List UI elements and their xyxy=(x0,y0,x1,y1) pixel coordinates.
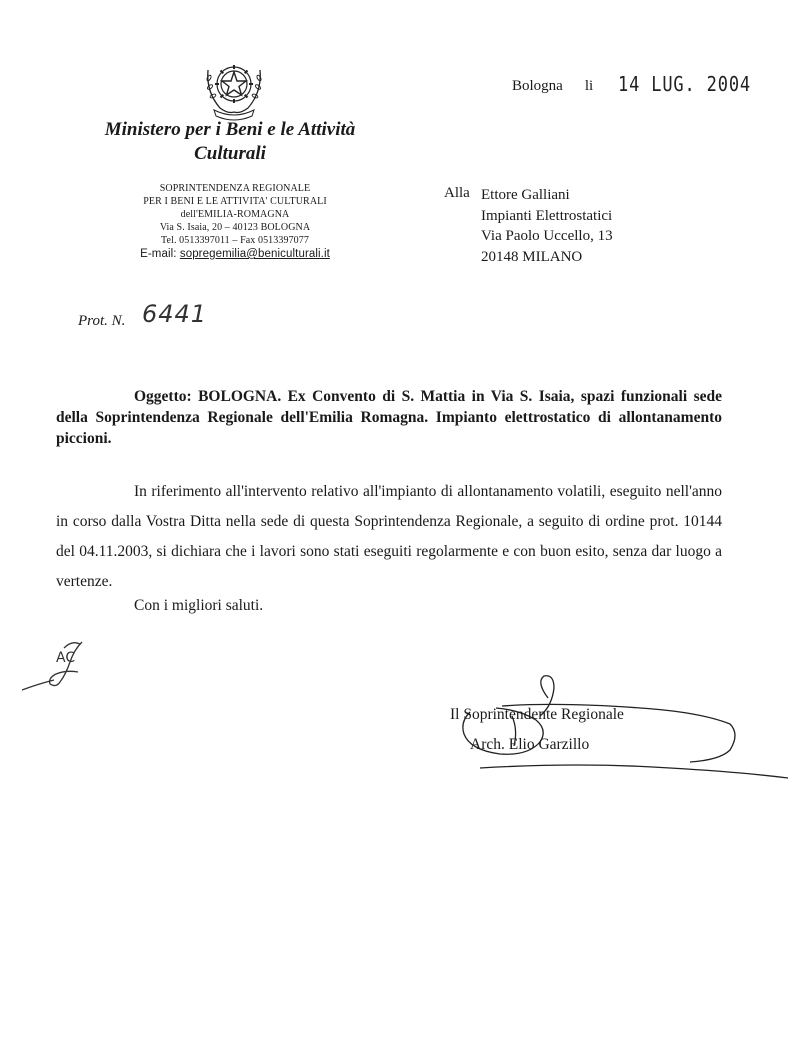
email-label: E-mail: xyxy=(140,248,177,260)
office-address-block xyxy=(105,182,365,261)
dateline-place: Bologna xyxy=(512,78,563,94)
office-line: Tel. 0513397011 – Fax 0513397077 xyxy=(161,235,309,246)
recipient-city: 20148 MILANO xyxy=(481,248,583,265)
ministry-title-line1: Ministero per i Beni e le Attività xyxy=(104,119,356,140)
signatory-role: Il Soprintendente Regionale xyxy=(450,706,624,723)
subject-line xyxy=(56,386,722,449)
office-line: Via S. Isaia, 20 – 40123 BOLOGNA xyxy=(159,222,311,233)
office-line: PER I BENI E LE ATTIVITA' CULTURALI xyxy=(143,196,327,207)
handwritten-initials xyxy=(20,638,100,696)
recipient-street: Via Paolo Uccello, 13 xyxy=(481,228,613,244)
recipient-label: Alla xyxy=(444,185,470,201)
office-line: SOPRINTENDENZA REGIONALE xyxy=(159,183,311,194)
recipient-name: Ettore Galliani xyxy=(481,187,570,203)
protocol-number-handwritten: 6441 xyxy=(142,300,208,328)
subject-text: Oggetto: BOLOGNA. Ex Convento di S. Mattia in Via S. Isaia, spazi funzionali sede della Soprintendenza Regionale dell'Emilia Romagna. Impianto elettrostatico di allontanamento piccioni. xyxy=(56,388,722,447)
handwritten-signature xyxy=(440,672,790,792)
protocol-label: Prot. N. xyxy=(78,313,126,329)
ministry-title-line2: Culturali xyxy=(194,143,266,164)
date-stamp: 14 LUG. 2004 xyxy=(618,72,752,96)
italian-republic-emblem-icon xyxy=(198,50,270,122)
recipient-address xyxy=(481,185,613,267)
email-link[interactable]: sopregemilia@beniculturali.it xyxy=(179,248,330,260)
body-paragraph xyxy=(56,477,722,597)
dateline xyxy=(512,78,593,95)
body-paragraph-text: In riferimento all'intervento relativo all'impianto di allontanamento volatili, eseguito nell'anno in corso dalla Vostra Ditta nella sede di questa Soprintendenza Regionale, a seguito di ordine prot. 10144 del 04.11.2003, si dichiara che i lavori sono stati eseguiti regolarmente e con buon esito, senza dar luogo a vertenze. xyxy=(56,483,722,590)
recipient-company: Impianti Elettrostatici xyxy=(481,207,613,224)
office-line: dell'EMILIA-ROMAGNA xyxy=(180,209,290,220)
initials-text: AC xyxy=(56,650,76,666)
signatory-name: Arch. Elio Garzillo xyxy=(470,736,590,753)
dateline-li: li xyxy=(584,78,594,94)
closing-salutation: Con i migliori saluti. xyxy=(134,597,264,614)
ministry-title xyxy=(40,118,420,166)
office-email xyxy=(105,247,365,261)
